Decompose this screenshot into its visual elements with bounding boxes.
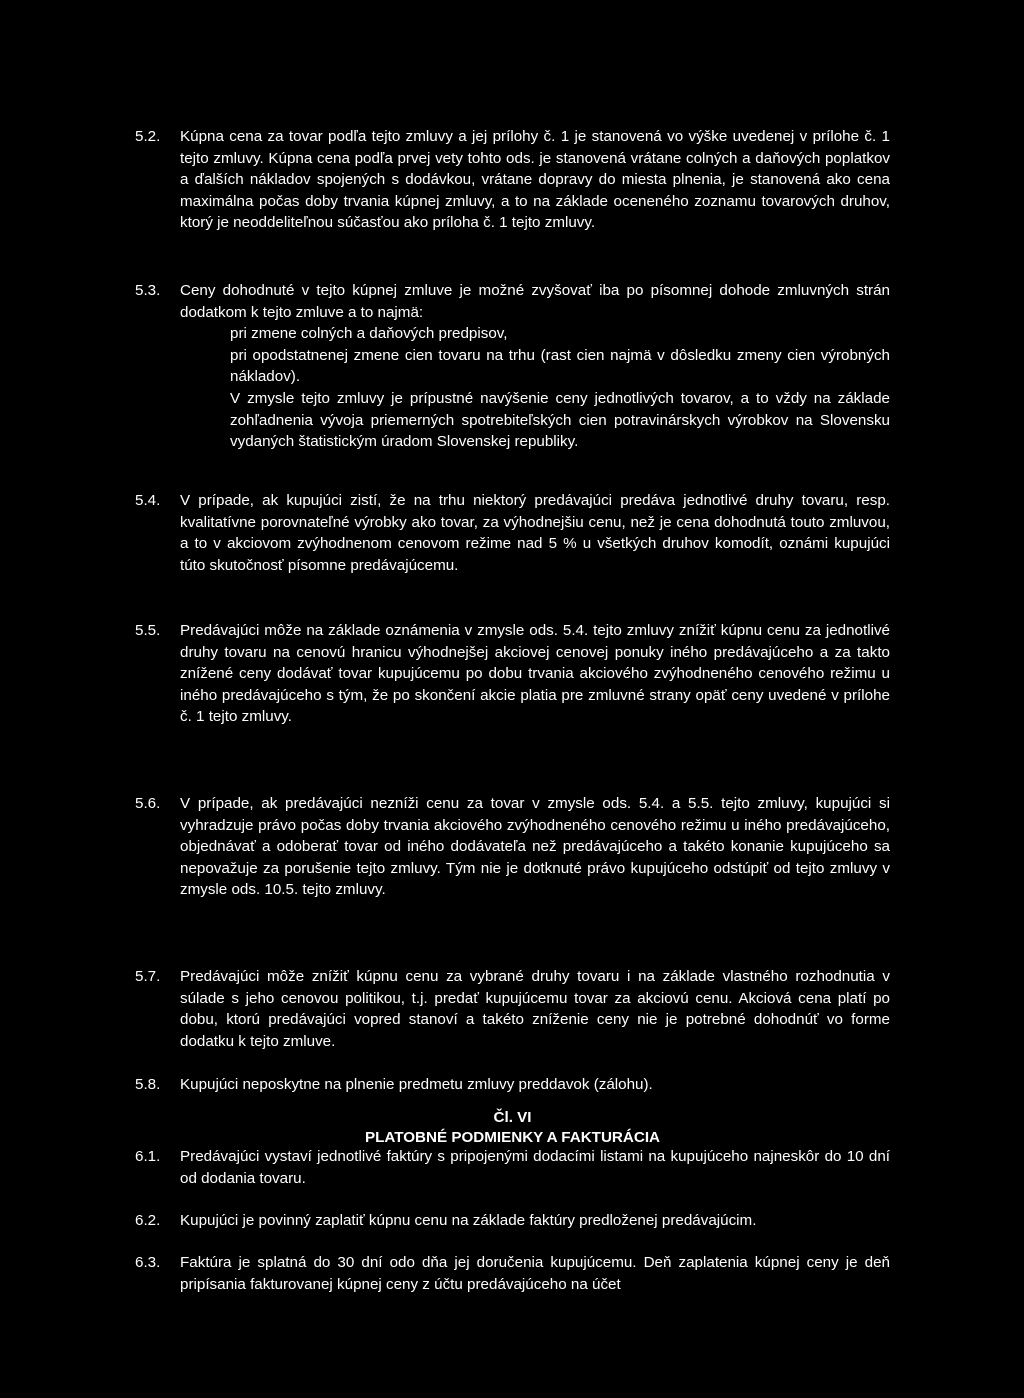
article-title: PLATOBNÉ PODMIENKY A FAKTURÁCIA bbox=[364, 1129, 661, 1146]
clause-number: 5.5. bbox=[135, 622, 161, 639]
clause-item: pri opodstatnenej zmene cien tovaru na trhu (rast cien najmä v dôsledku zmeny cien výrobných nákladov). bbox=[230, 346, 890, 386]
clause-text: Kúpna cena za tovar podľa tejto zmluvy a jej prílohy č. 1 je stanovená vo výške uvedenej v prílohe č. 1 tejto zmluvy. Kúpna cena podľa prvej vety tohto ods. je stanovená vrátane colných a daňových poplatkov a ďalších nákladov spojených s dodávkou, vrátane dopravy do miesta plnenia, je stanovená ako cena maximálna počas doby trvania kúpnej zmluvy, a to na základe oceneného zoznamu tovarových druhov, ktorý je neoddeliteľnou súčasťou ako príloha č. 1 tejto zmluvy. bbox=[180, 128, 890, 232]
clause-5-4 bbox=[135, 490, 890, 576]
clause-number: 5.8. bbox=[135, 1076, 161, 1093]
clause-text: Predávajúci vystaví jednotlivé faktúry s pripojenými dodacími listami na kupujúceho najneskôr do 10 dní od dodania tovaru. bbox=[180, 1148, 890, 1187]
clause-number: 5.7. bbox=[135, 968, 161, 985]
clause-text: V prípade, ak kupujúci zistí, že na trhu niektorý predávajúci predáva jednotlivé druhy tovaru, resp. kvalitatívne porovnateľné výrobky ako tovar, za výhodnejšiu cenu, než je cena dohodnutá touto zmluvou, a to v akciovom zvýhodnenom cenovom režime nad 5 % u všetkých druhov komodít, oznámi kupujúci túto skutočnosť písomne predávajúcemu. bbox=[180, 492, 890, 574]
clause-number: 5.4. bbox=[135, 492, 161, 509]
clause-number: 6.1. bbox=[135, 1148, 161, 1165]
clause-number: 6.2. bbox=[135, 1212, 161, 1229]
clause-6-2 bbox=[135, 1210, 890, 1232]
clause-text: Faktúra je splatná do 30 dní odo dňa jej doručenia kupujúcemu. Deň zaplatenia kúpnej ceny je deň pripísania fakturovanej kúpnej ceny z účtu predávajúceho na účet bbox=[180, 1254, 890, 1293]
clause-6-1 bbox=[135, 1146, 890, 1189]
clause-5-6 bbox=[135, 793, 890, 901]
clause-number: 5.3. bbox=[135, 282, 161, 299]
clause-text: Predávajúci môže znížiť kúpnu cenu za vybrané druhy tovaru i na základe vlastného rozhodnutia v súlade s jeho cenovou politikou, t.j. predať kupujúcemu tovar za akciovú cenu. Akciová cena platí po dobu, ktorú predávajúci vopred stanoví a takéto zníženie ceny nie je potrebné dohodnúť vo forme dodatku k tejto zmluve. bbox=[180, 968, 890, 1050]
clause-item: pri zmene colných a daňových predpisov, bbox=[230, 325, 508, 343]
clause-number: 6.3. bbox=[135, 1254, 161, 1271]
clause-text: Predávajúci môže na základe oznámenia v zmysle ods. 5.4. tejto zmluvy znížiť kúpnu cenu za jednotlivé druhy tovaru na cenovú hranicu výhodnejšej akciovej cenovej ponuky iného predávajúceho a za takto znížené ceny dodávať tovar kupujúcemu po dobu trvania akciového zvýhodneného cenového režimu u iného predávajúceho s tým, že po skončení akcie platia pre zmluvné strany opäť ceny uvedené v prílohe č. 1 tejto zmluvy. bbox=[180, 622, 890, 726]
clause-5-2 bbox=[135, 126, 890, 234]
clause-intro: Ceny dohodnuté v tejto kúpnej zmluve je možné zvyšovať iba po písomnej dohode zmluvných strán dodatkom k tejto zmluve a to najmä: bbox=[180, 282, 890, 321]
clause-text: Kupujúci neposkytne na plnenie predmetu zmluvy preddavok (zálohu). bbox=[180, 1076, 653, 1093]
clause-5-5 bbox=[135, 620, 890, 728]
clause-5-7 bbox=[135, 966, 890, 1052]
clause-5-8 bbox=[135, 1074, 890, 1096]
clause-5-3 bbox=[135, 280, 890, 453]
clause-number: 5.2. bbox=[135, 128, 161, 145]
article-heading bbox=[135, 1108, 890, 1148]
clause-item: V zmysle tejto zmluvy je prípustné navýšenie ceny jednotlivých tovarov, a to vždy na základe zohľadnenia vývoja priemerných spotrebiteľských cien potravinárskych výrobkov na Slovensku vydaných štatistickým úradom Slovenskej republiky. bbox=[230, 389, 890, 451]
clause-number: 5.6. bbox=[135, 795, 161, 812]
clause-text: Kupujúci je povinný zaplatiť kúpnu cenu na základe faktúry predloženej predávajúcim. bbox=[180, 1212, 757, 1229]
clause-text: V prípade, ak predávajúci nezníži cenu za tovar v zmysle ods. 5.4. a 5.5. tejto zmluvy, kupujúci si vyhradzuje právo počas doby trvania akciového zvýhodneného cenového režimu u iného predávajúceho, objednávať a odoberať tovar od iného dodávateľa než predávajúceho a takéto konanie kupujúceho sa nepovažuje za porušenie tejto zmluvy. Tým nie je dotknuté právo kupujúceho odstúpiť od tejto zmluvy v zmysle ods. 10.5. tejto zmluvy. bbox=[180, 795, 890, 899]
clause-6-3 bbox=[135, 1252, 890, 1295]
article-number: Čl. VI bbox=[493, 1109, 532, 1126]
